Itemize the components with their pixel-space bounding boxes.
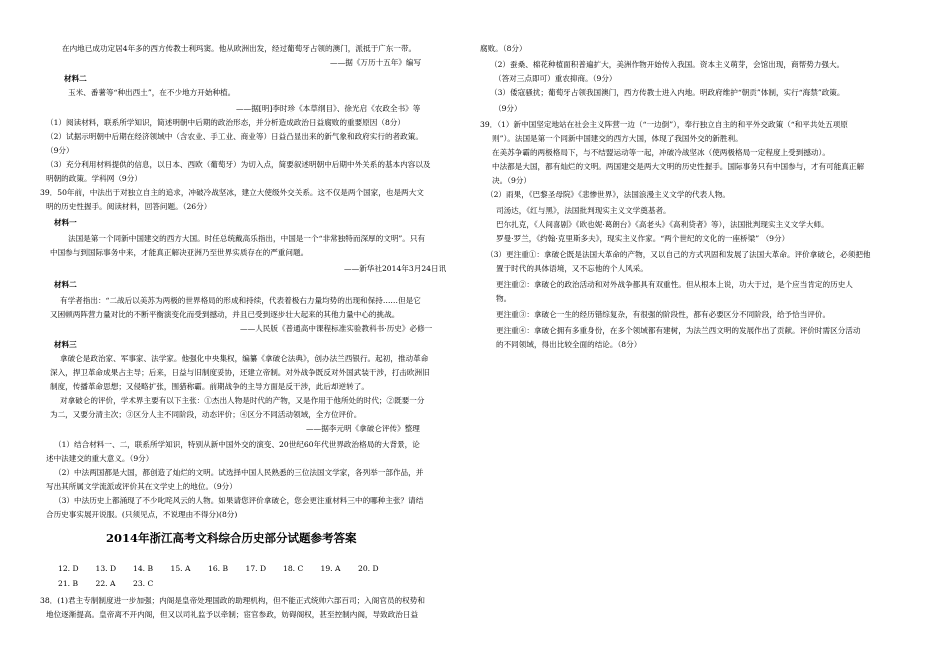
text-line: 置于时代的具体语境，又不忘他的个人风采。 xyxy=(496,264,648,273)
source-note: ——据李元明《拿破仑评传》整理 xyxy=(306,424,420,433)
question: （2）中法两国都是大国，都创造了灿烂的文明。试选择中国人民熟悉的三位法国文学家，各列举一部作品，并 xyxy=(54,468,424,477)
question: （9分） xyxy=(46,146,74,155)
material-heading: 材料二 xyxy=(54,280,77,289)
text-line: 在美苏争霸的两极格局下，与不结盟运动等一起，冲破冷战坚冰（使两极格局一定程度上受到撼动）。 xyxy=(492,148,830,157)
question: （3）中法历史上都涌现了不少叱咤风云的人物。如果请您评价拿破仑，您会更注重材料三中的哪种主张？请结 xyxy=(54,496,424,505)
source-note: ——据《万历十五年》编写 xyxy=(330,58,422,67)
question: 合历史事实展开说服。(只须见点，不说理由不得分)(8分) xyxy=(46,510,238,519)
text-line: 司汤达，《红与黑》，法国批判现实主义文学奠基者。 xyxy=(496,206,671,215)
material-heading: 材料二 xyxy=(64,74,87,83)
text-line: 法国是第一个同新中国建交的西方大国。时任总统戴高乐指出，中国是一个“非常独特而深厚的文明”。只有 xyxy=(68,234,426,243)
question: 写出其所属文学流派或评价其在文学史上的地位。（9分） xyxy=(46,482,237,491)
answer-section-title: 2014年浙江高考文科综合历史部分试题参考答案 xyxy=(106,531,357,545)
source-note: ——据[明]李时珍《本草纲目》、徐光启《农政全书》等 xyxy=(236,104,421,113)
mc-answer: 22. A xyxy=(95,579,116,588)
text-line: 则”）。法国是第一个同新中国建交的西方大国，体现了我国外交的新胜利。 xyxy=(492,134,743,143)
text-line: 深入，捍卫革命成果占主导；后来，日益与旧制度妥协，还建立帝制。对外战争既反对外国武装干涉，打击欧洲旧 xyxy=(50,368,430,377)
answer-38: 地位逐渐提高。皇帝离不开内阁，但又以司礼监予以牵制；宦官参政，妨碍阁权，甚至控制内阁，导致政治日益 xyxy=(46,610,419,619)
source-note: ——新华社2014年3月24日讯 xyxy=(344,264,447,273)
answer-38: 38．(1)君主专制制度进一步加强；内阁是皇帝处理国政的助理机构，但不能正式统帅六部百司；入阁官员的权势和 xyxy=(40,596,425,605)
text-line: 决。（9分） xyxy=(492,176,531,185)
mc-answer: 17. D xyxy=(245,564,267,573)
answer-39: 39．（1）新中国坚定地站在社会主义阵营一边（“一边倒”），奉行独立自主的和平外交政策（“和平共处五项原 xyxy=(480,120,848,129)
question: （3）充分利用材料提供的信息，以日本、西欧（葡萄牙）为切入点，简要叙述明朝中后期中外关系的基本内容以及 xyxy=(46,160,431,169)
source-note: ——人民版《普通高中课程标准实验教科书·历史》必修一 xyxy=(240,324,433,333)
question: （1）结合材料一、二，联系所学知识，特别从新中国外交的演变、20世纪60年代世界政治格局的大背景，论 xyxy=(54,440,420,449)
mc-answer: 13. D xyxy=(95,564,117,573)
mc-answer: 15. A xyxy=(170,564,191,573)
text-line: 制度，传播革命思想；又侵略扩张，围猎称霸。前期战争的主导方面是反干涉，此后却逆转了。 xyxy=(50,382,369,391)
text-line: 有学者指出：“二战后以美苏为两极的世界格局的形成和持续，代表着极右力量均势的出现和保持……但是它 xyxy=(60,296,421,305)
text-line: 腐败。（8分） xyxy=(480,44,527,53)
text-line: 为二，又要分清主次；③区分人主不同阶段，动态评价；④区分不同活动领域，全方位评价。 xyxy=(50,410,362,419)
material-heading: 材料一 xyxy=(54,218,77,227)
mc-answer: 23. C xyxy=(133,579,154,588)
text-line: 又困顿两阵营力量对比的不断平衡演变化而受到撼动，并且已受到逐步壮大起来的其他力量中心的挑战。 xyxy=(50,310,400,319)
mc-answer: 20. D xyxy=(358,564,379,573)
mc-answer: 18. C xyxy=(283,564,304,573)
mc-answer: 12. D xyxy=(58,564,79,573)
text-line: 物。 xyxy=(496,294,512,303)
text-line: 的不同领域，得出比较全面的结论。（8分） xyxy=(496,340,642,349)
text-line: 拿破仑是政治家、军事家、法学家。他强化中央集权，编纂《拿破仑法典》，创办法兰西银行。起初，推动革命 xyxy=(60,354,429,363)
text-line: 巴尔扎克，《人间喜剧》《欧也妮·葛朗台》《高老头》《高利贷者》等），法国批判现实主义文学大师。 xyxy=(496,220,829,229)
text-line: （答对三点即可）重农抑商。（9分） xyxy=(494,74,617,83)
mc-answer: 14. B xyxy=(133,564,154,573)
text-line: （9分） xyxy=(494,104,522,113)
text-line: 中法都是大国，都有灿烂的文明。两国建交是两大文明的历史性握手。国际事务只有中国参与，才有可能真正解 xyxy=(492,162,865,171)
text-line: 对拿破仑的评价，学术界主要有以下主张：①杰出人物是时代的产物，又是作用于他所处的时代；②既要一分 xyxy=(60,396,425,405)
text-line: 中国参与到国际事务中来，才能真正解决亚洲乃至世界实质存在的严重问题。 xyxy=(50,248,309,257)
text-line: 更注重③：拿破仑一生的经历错综复杂，有很强的阶段性，都有必要区分不同阶段，给予恰当评价。 xyxy=(496,310,831,319)
question: 明朝的政策。学科网（9分） xyxy=(46,174,142,183)
material-heading: 材料三 xyxy=(54,340,77,349)
text-line: 罗曼·罗兰，《约翰·克里斯多夫》，现实主义作家。“两个世纪的文化的一座桥梁” （9分） xyxy=(496,234,790,243)
text-line: 在内地已成功定居4年多的西方传教士利玛窦。他从欧洲出发，经过葡萄牙占领的澳门，派抵于广东一带。 xyxy=(62,44,417,53)
question-39: 39．50年前，中法出于对独立自主的追求，冲破冷战坚冰，建立大使级外交关系。这不仅是两个国家，也是两大文 xyxy=(40,188,424,197)
question: （2）试据示明朝中后期在经济领域中（含农业、手工业、商业等）日益凸显出来的新气象和政府实行的者政策。 xyxy=(46,132,423,141)
text-line: 玉米、番薯等“种出西土”，在不少地方开始种植。 xyxy=(68,88,236,97)
text-line: （3）倭寇骚扰；葡萄牙占领我国澳门，西方传教士进入内地。明政府维护“朝贡”体制，实行“海禁”政策。 xyxy=(490,88,845,97)
text-line: （2）蚕桑、棉花种植面积普遍扩大，美洲作物开始传入我国。资本主义萌芽，会馆出现，商帮势力强大。 xyxy=(490,60,845,69)
text-line: 更注重②：拿破仑的政治活动和对外战争都具有双重性。但从根本上说，功大于过，是个应当肯定的历史人 xyxy=(496,280,853,289)
mc-answer: 19. A xyxy=(320,564,341,573)
text-line: 更注重④：拿破仑拥有多重身份，在多个领域都有建树，为法兰西文明的发展作出了贡献。评价时需区分活动 xyxy=(496,326,861,335)
text-line: （2）雨果，《巴黎圣母院》《悲惨世界》，法国浪漫主义文学的代表人物。 xyxy=(486,190,731,199)
question: 述中法建交的重大意义。（9分） xyxy=(46,454,154,463)
question: （1）阅读材料，联系所学知识，简述明朝中后期的政治形态，并分析造成政治日益腐败的重要原因（8分） xyxy=(46,118,405,127)
question-39: 明的历史性握手。阅读材料，回答问题。（26分） xyxy=(46,202,212,211)
mc-answer: 21. B xyxy=(58,579,79,588)
mc-answer: 16. B xyxy=(208,564,229,573)
text-line: （3）更注重①：拿破仑既是法国大革命的产物，又以自己的方式巩固和发展了法国大革命。评价拿破仑，必须把他 xyxy=(486,250,871,259)
